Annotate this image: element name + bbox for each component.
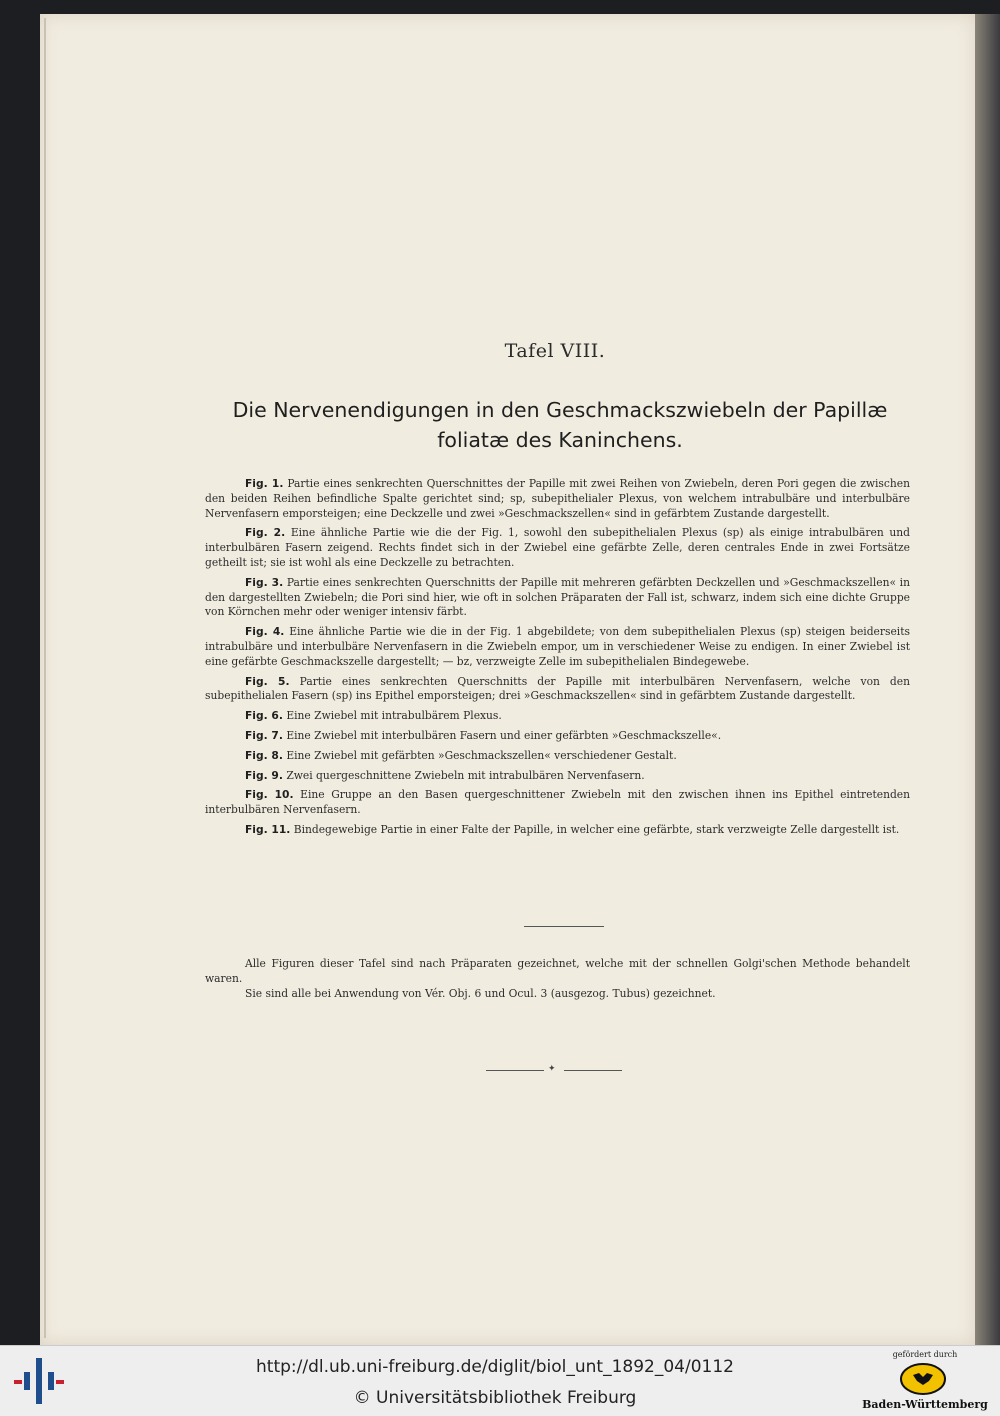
figure-text: Eine Zwiebel mit intrabulbärem Plexus. [286, 709, 502, 723]
sponsor-caption: gefördert durch [892, 1350, 958, 1359]
figure-label: Fig. 3. [245, 575, 284, 589]
title-line-2: foliatæ des Kaninchens. [437, 428, 683, 452]
sponsor-name: Baden-Württemberg [862, 1398, 988, 1411]
figure-caption [205, 769, 910, 784]
figure-label: Fig. 2. [245, 526, 286, 540]
document-url[interactable]: http://dl.ub.uni-freiburg.de/diglit/biol_unt_1892_04/0112 [256, 1357, 734, 1377]
figure-label: Fig. 6. [245, 709, 283, 723]
figure-label: Fig. 7. [245, 728, 283, 742]
book-spine [975, 14, 1000, 1345]
ornament-glyph: ✦ [548, 1064, 556, 1074]
figure-text: Eine Zwiebel mit interbulbären Fasern und einer gefärbten »Geschmackszelle«. [286, 728, 722, 742]
note-paragraph: Sie sind alle bei Anwendung von Vér. Obj. 6 und Ocul. 3 (ausgezog. Tubus) gezeichnet. [245, 987, 716, 1000]
ornament-line-right [564, 1070, 622, 1071]
ornament-line-left [486, 1070, 544, 1071]
figure-caption [205, 729, 910, 744]
figure-text: Partie eines senkrechten Querschnitts der Papille mit mehreren gefärbten Deckzellen und »Geschmackszellen« in den dargestellten Zwiebeln; die Pori sind hier, wie oft in solchen Präparaten der Fall ist, schwarz, indem sich eine dichte Gruppe von Körnchen mehr oder weniger intensiv färbt. [205, 575, 910, 619]
figure-text: Partie eines senkrechten Querschnitts der Papille mit interbulbären Nervenfasern, welche von den subepithelialen Fasern (sp) ins Epithel emporsteigen; drei »Geschmackszellen« sind in gefärbtem Zustande dargestellt. [205, 674, 910, 703]
figure-caption [205, 675, 910, 705]
figure-caption [205, 823, 910, 838]
figure-text: Zwei quergeschnittene Zwiebeln mit intrabulbären Nervenfasern. [286, 768, 645, 782]
figure-text: Bindegewebige Partie in einer Falte der Papille, in welcher eine gefärbte, stark verzweigte Zelle dargestellt ist. [293, 822, 900, 836]
divider-rule [524, 926, 604, 927]
viewer-footer [0, 1345, 1000, 1416]
figure-caption [205, 526, 910, 570]
figure-text: Eine ähnliche Partie wie die der Fig. 1, sowohl den subepithelialen Plexus (sp) als einige intrabulbären und interbulbären Fasern zeigend. Rechts findet sich in der Zwiebel eine gefärbte Zelle, deren centrales Ende in zwei Fortsätze getheilt ist; sie ist wohl als eine Deckzelle zu betrachten. [205, 526, 910, 569]
page-edge [44, 18, 46, 1338]
figure-caption [205, 477, 910, 521]
figure-text: Eine Zwiebel mit gefärbten »Geschmackszellen« verschiedener Gestalt. [286, 748, 677, 762]
figure-label: Fig. 5. [245, 674, 290, 688]
figure-label: Fig. 9. [245, 768, 283, 782]
note-paragraph: Alle Figuren dieser Tafel sind nach Präparaten gezeichnet, welche mit der schnellen Golgi'schen Methode behandelt waren. [205, 957, 910, 985]
figure-label: Fig. 11. [245, 822, 291, 836]
figure-text: Partie eines senkrechten Querschnittes der Papille mit zwei Reihen von Zwiebeln, deren Pori gegen die zwischen den beiden Reihen befindliche Spalte gerichtet sind; sp, subepithelialer Plexus, von welchem intrabulbäre und interbulbäre Nervenfasern emporsteigen; eine Deckzelle und zwei »Geschmackszellen« sind in gefärbtem Zustande dargestellt. [205, 477, 910, 520]
figure-captions [205, 477, 910, 843]
title-line-1: Die Nervenendigungen in den Geschmackszwiebeln der Papillæ [232, 398, 888, 422]
figure-label: Fig. 8. [245, 748, 283, 762]
figure-text: Eine ähnliche Partie wie die in der Fig. 1 abgebildete; von dem subepithelialen Plexus (sp) steigen beiderseits intrabulbäre und interbulbäre Nervenfasern in die Zwiebeln empor, um in verschiedener Weise zu endigen. In einer Zwiebel ist eine gefärbte Geschmackszelle dargestellt; — bz, verzweigte Zelle im subepithelialen Bindegewebe. [205, 625, 910, 668]
page-title [190, 395, 930, 455]
figure-label: Fig. 4. [245, 625, 285, 639]
figure-caption [205, 749, 910, 764]
figure-caption [205, 709, 910, 724]
end-ornament [486, 1066, 626, 1076]
figure-caption [205, 625, 910, 669]
library-logo-icon [14, 1358, 64, 1404]
copyright-notice: © Universitätsbibliothek Freiburg [353, 1388, 637, 1408]
state-crest-icon [899, 1363, 947, 1395]
figure-label: Fig. 10. [245, 788, 294, 802]
plate-label: Tafel VIII. [504, 340, 606, 362]
figure-label: Fig. 1. [245, 477, 284, 490]
general-notes [205, 956, 910, 1001]
figure-caption [205, 788, 910, 818]
figure-text: Eine Gruppe an den Basen quergeschnittener Zwiebeln mit den zwischen ihnen ins Epithel eintretenden interbulbären Nervenfasern. [205, 788, 911, 817]
figure-caption [205, 576, 910, 620]
